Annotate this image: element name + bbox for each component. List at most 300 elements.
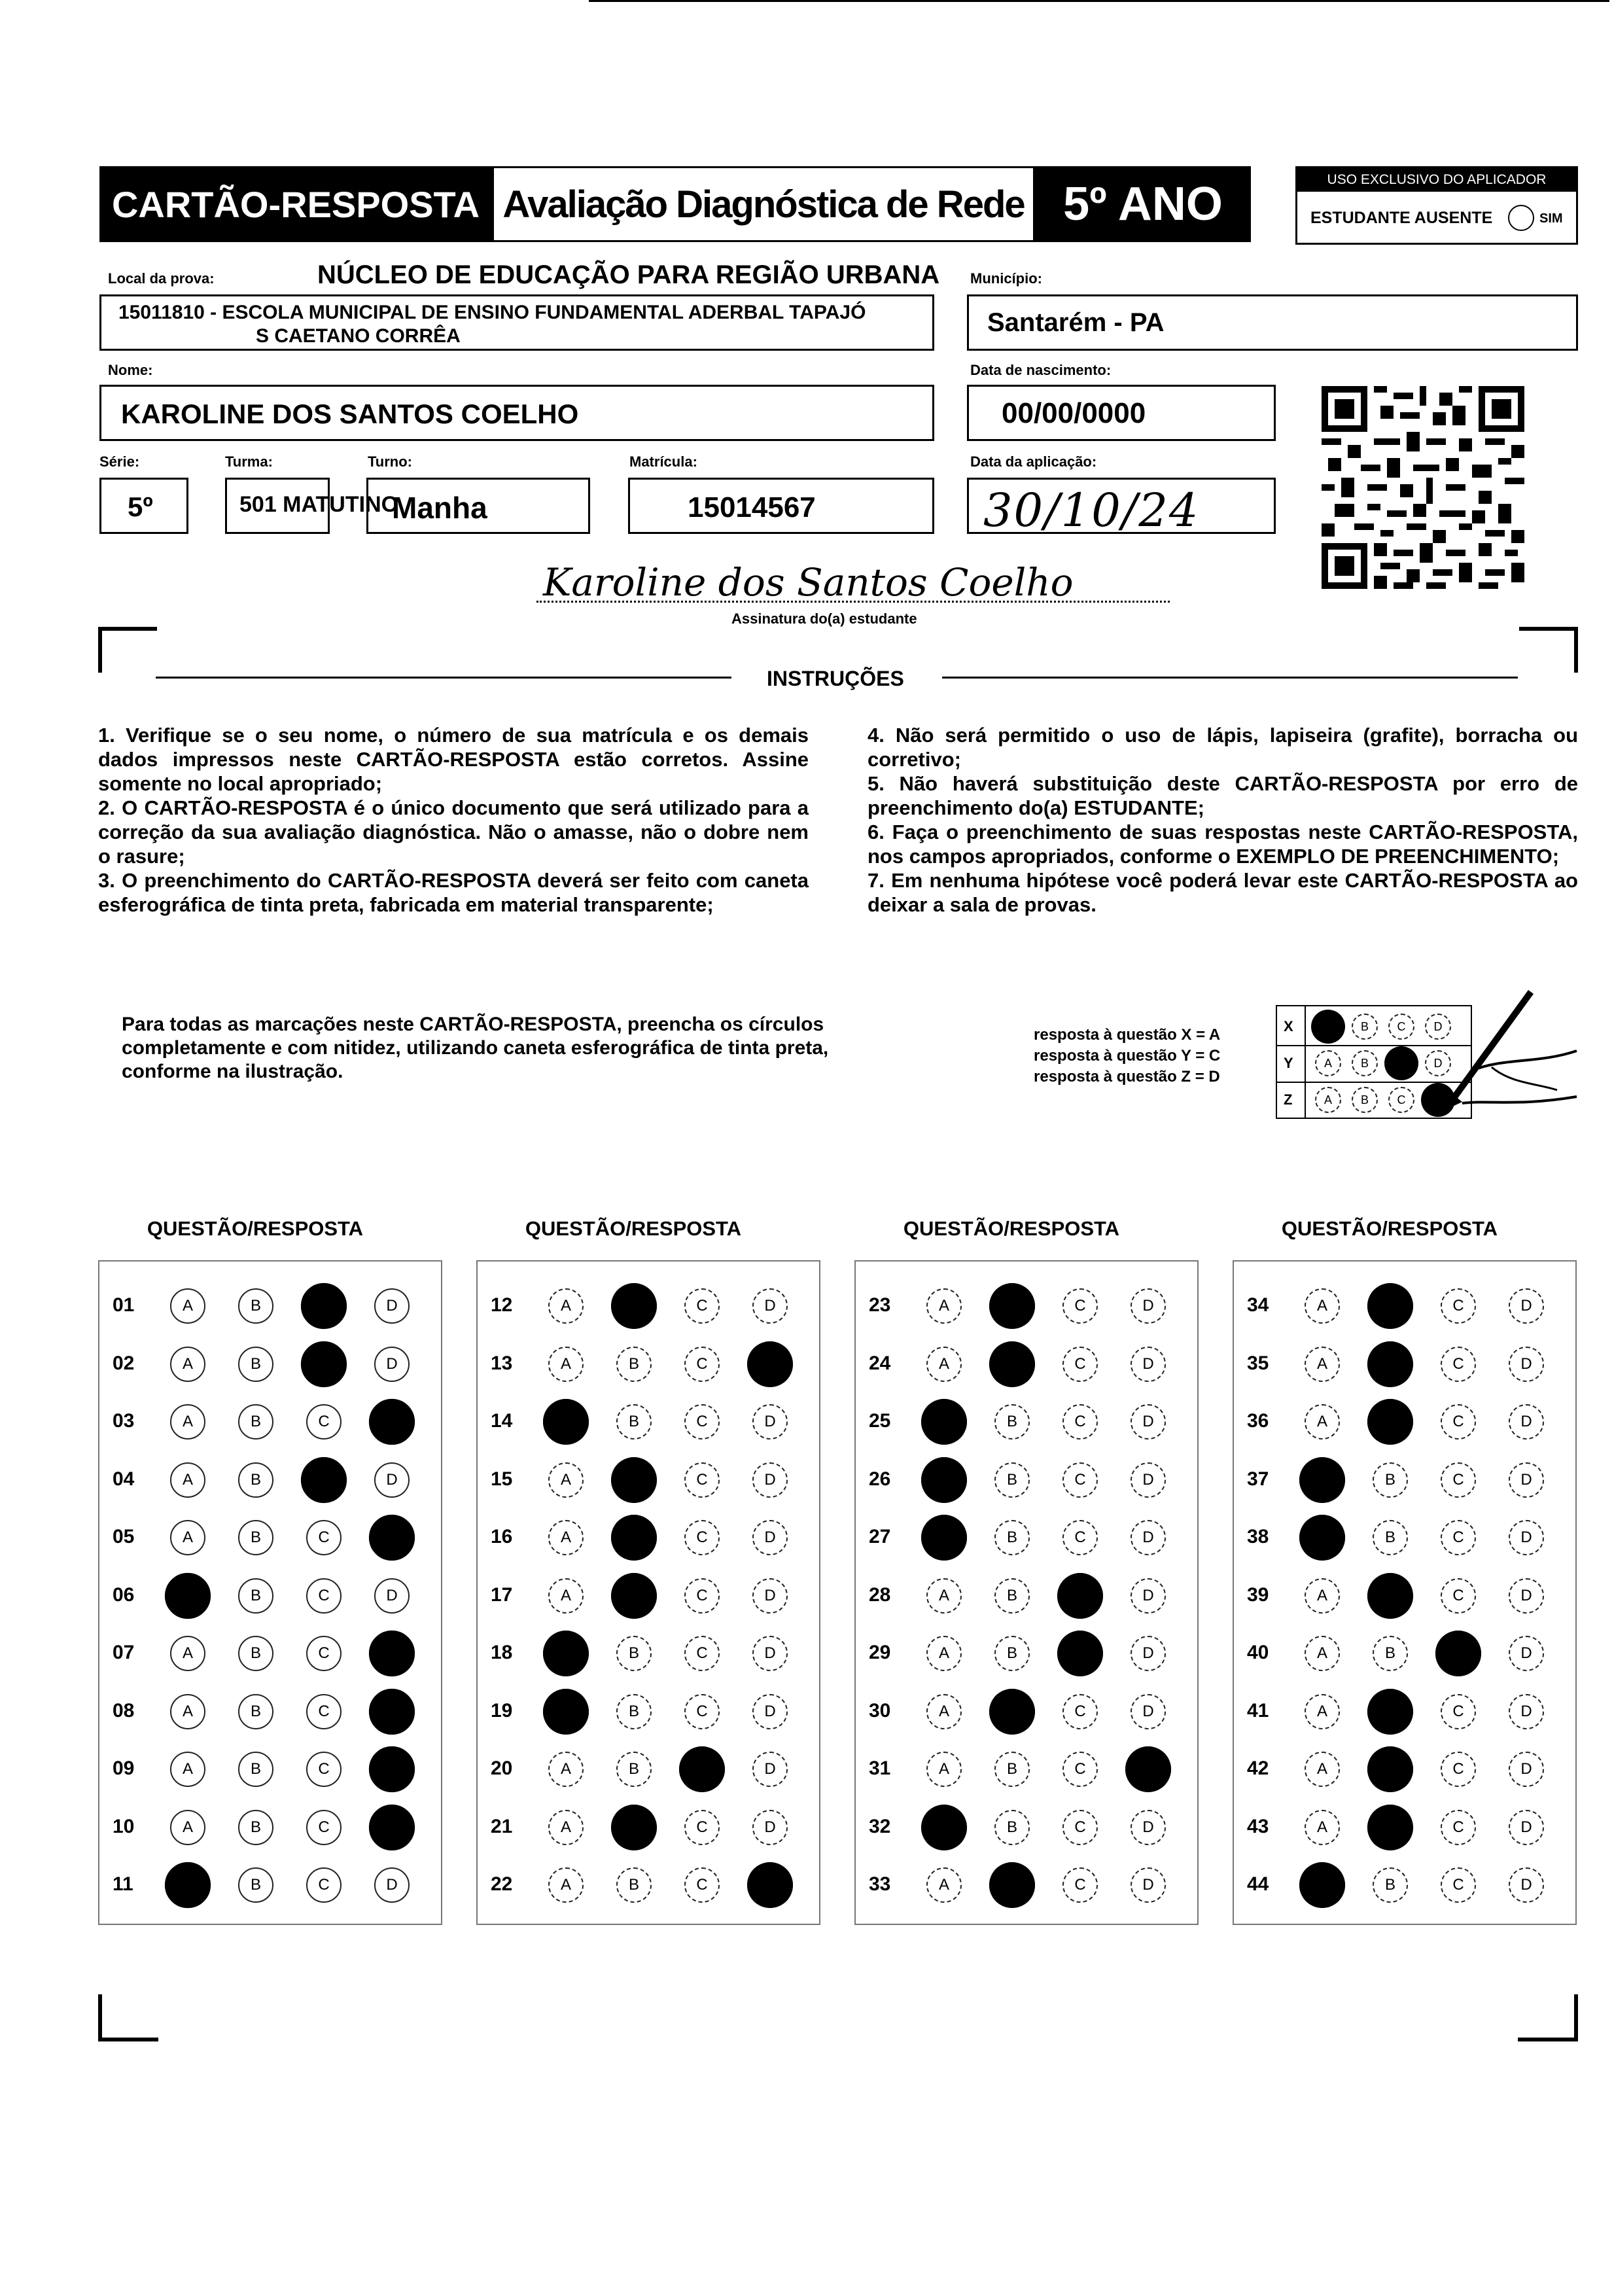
answer-bubble-d[interactable]: D	[374, 1462, 410, 1498]
answer-bubble-b[interactable]	[989, 1862, 1035, 1908]
answer-bubble-d[interactable]: D	[1509, 1694, 1544, 1729]
answer-bubble-c[interactable]: C	[1441, 1347, 1476, 1382]
answer-bubble-b[interactable]: B	[994, 1462, 1030, 1498]
question-number: 31	[869, 1757, 891, 1779]
question-number: 34	[1247, 1294, 1269, 1316]
answer-bubble-a[interactable]: A	[1305, 1636, 1340, 1671]
answer-row	[98, 1286, 442, 1326]
answer-bubble-a[interactable]: A	[1305, 1694, 1340, 1729]
answer-bubble-b[interactable]: B	[238, 1578, 273, 1614]
answer-column-title: QUESTÃO/RESPOSTA	[525, 1217, 742, 1240]
answer-bubble-d[interactable]: D	[752, 1636, 788, 1671]
answer-bubble-d[interactable]: D	[1509, 1810, 1544, 1845]
answer-bubble-a[interactable]	[921, 1515, 967, 1561]
answer-bubble-a[interactable]: A	[170, 1752, 205, 1787]
enrollment-label: Matrícula:	[629, 453, 697, 470]
signature-caption: Assinatura do(a) estudante	[731, 610, 917, 627]
answer-bubble-b[interactable]	[611, 1804, 657, 1850]
answer-bubble-d[interactable]: D	[1131, 1520, 1166, 1555]
answer-bubble-d[interactable]	[369, 1688, 415, 1734]
instructions-rule-right	[942, 677, 1518, 679]
enrollment-field	[628, 478, 934, 534]
answer-bubble-d[interactable]: D	[1131, 1578, 1166, 1614]
birth-date-label: Data de nascimento:	[970, 362, 1112, 378]
answer-bubble-d[interactable]: D	[752, 1694, 788, 1729]
answer-bubble-a[interactable]	[921, 1399, 967, 1445]
answer-bubble-b[interactable]: B	[616, 1636, 652, 1671]
answer-bubble-a[interactable]: A	[170, 1636, 205, 1671]
corner-mark-top-left	[98, 627, 102, 673]
answer-bubble-c[interactable]: C	[1441, 1578, 1476, 1614]
answer-bubble-d[interactable]: D	[374, 1288, 410, 1324]
answer-bubble-b[interactable]: B	[616, 1347, 652, 1382]
question-number: 03	[113, 1410, 135, 1432]
answer-bubble-c[interactable]: C	[1062, 1694, 1098, 1729]
answer-bubble-a[interactable]	[543, 1399, 589, 1445]
school-line1: 15011810 - ESCOLA MUNICIPAL DE ENSINO FUNDAMENTAL ADERBAL TAPAJÓ	[118, 302, 866, 323]
corner-mark-bottom-left	[98, 2038, 158, 2041]
answer-bubble-c[interactable]	[301, 1457, 347, 1502]
answer-bubble-c[interactable]: C	[1441, 1462, 1476, 1498]
answer-bubble-b[interactable]: B	[238, 1694, 273, 1729]
answer-bubble-c[interactable]: C	[1441, 1520, 1476, 1555]
answer-bubble-a[interactable]: A	[1305, 1810, 1340, 1845]
answer-bubble-b[interactable]	[611, 1283, 657, 1329]
applicator-title: USO EXCLUSIVO DO APLICADOR	[1297, 168, 1576, 192]
answer-bubble-b[interactable]: B	[238, 1520, 273, 1555]
question-number: 07	[113, 1642, 135, 1663]
answer-bubble-a[interactable]: A	[548, 1867, 584, 1903]
answer-bubble-b[interactable]: B	[616, 1867, 652, 1903]
answer-bubble-d[interactable]	[747, 1862, 793, 1908]
answer-bubble-b[interactable]: B	[238, 1404, 273, 1439]
answer-bubble-c[interactable]: C	[306, 1694, 342, 1729]
answer-bubble-c[interactable]: C	[1441, 1694, 1476, 1729]
answer-bubble-c[interactable]: C	[684, 1636, 720, 1671]
answer-bubble-b[interactable]: B	[1373, 1636, 1408, 1671]
birth-date-field	[967, 385, 1276, 441]
answer-bubble-d[interactable]: D	[1131, 1288, 1166, 1324]
answer-bubble-c[interactable]: C	[306, 1404, 342, 1439]
answer-bubble-a[interactable]: A	[926, 1636, 962, 1671]
grade-badge: 5º ANO	[1035, 166, 1251, 242]
example-bubble-d: D	[1425, 1014, 1451, 1040]
question-number: 08	[113, 1699, 135, 1722]
example-bubble-b: B	[1352, 1050, 1378, 1076]
name-value: KAROLINE DOS SANTOS COELHO	[121, 398, 579, 429]
answer-row	[1233, 1808, 1577, 1847]
answer-row	[854, 1750, 1199, 1789]
answer-bubble-d[interactable]: D	[752, 1810, 788, 1845]
question-number: 37	[1247, 1468, 1269, 1490]
top-scan-rule	[589, 0, 1609, 2]
answer-bubble-a[interactable]: A	[548, 1462, 584, 1498]
question-number: 15	[491, 1468, 513, 1490]
answer-bubble-a[interactable]: A	[1305, 1404, 1340, 1439]
answer-bubble-d[interactable]: D	[1131, 1867, 1166, 1903]
answer-bubble-a[interactable]: A	[548, 1347, 584, 1382]
pen-hand-icon	[1426, 985, 1583, 1116]
answer-bubble-a[interactable]: A	[170, 1288, 205, 1324]
question-number: 19	[491, 1699, 513, 1722]
answer-row	[98, 1750, 442, 1789]
card-label: CARTÃO-RESPOSTA	[99, 166, 492, 242]
instruction-item: 2. O CARTÃO-RESPOSTA é o único documento que será utilizado para a correção da sua avaliação diagnóstica. Não o amasse, não o dobre nem o rasure;	[98, 796, 809, 868]
answer-bubble-a[interactable]: A	[926, 1867, 962, 1903]
instruction-item: 7. Em nenhuma hipótese você poderá levar este CARTÃO-RESPOSTA ao deixar a sala de provas.	[868, 869, 1578, 916]
answer-row	[98, 1460, 442, 1500]
answer-bubble-a[interactable]	[921, 1457, 967, 1502]
answer-bubble-c[interactable]: C	[306, 1520, 342, 1555]
answer-bubble-a[interactable]	[165, 1862, 211, 1908]
answer-row	[476, 1518, 820, 1557]
answer-bubble-c[interactable]: C	[1062, 1520, 1098, 1555]
question-number: 36	[1247, 1410, 1269, 1432]
answer-bubble-c[interactable]: C	[1441, 1288, 1476, 1324]
absent-label: ESTUDANTE AUSENTE	[1310, 209, 1493, 227]
municipality-value: Santarém - PA	[987, 308, 1165, 337]
corner-mark-bottom-right	[1574, 1994, 1578, 2041]
question-number: 04	[113, 1468, 135, 1490]
question-number: 33	[869, 1873, 891, 1895]
question-number: 23	[869, 1294, 891, 1316]
answer-row	[854, 1402, 1199, 1441]
answer-row	[476, 1692, 820, 1731]
answer-bubble-a[interactable]: A	[926, 1347, 962, 1382]
answer-column-title: QUESTÃO/RESPOSTA	[1281, 1217, 1498, 1240]
answer-bubble-d[interactable]: D	[1509, 1636, 1544, 1671]
answer-row	[1233, 1286, 1577, 1326]
answer-bubble-c[interactable]: C	[306, 1636, 342, 1671]
answer-bubble-b[interactable]: B	[238, 1347, 273, 1382]
answer-row	[1233, 1518, 1577, 1557]
answer-bubble-c[interactable]: C	[1062, 1810, 1098, 1845]
answer-bubble-c[interactable]: C	[1062, 1288, 1098, 1324]
answer-bubble-c[interactable]: C	[1062, 1347, 1098, 1382]
answer-column-title: QUESTÃO/RESPOSTA	[147, 1217, 364, 1240]
answer-bubble-a[interactable]	[1299, 1862, 1345, 1908]
answer-bubble-c[interactable]: C	[684, 1288, 720, 1324]
answer-bubble-a[interactable]: A	[548, 1752, 584, 1787]
answer-bubble-d[interactable]: D	[1131, 1462, 1166, 1498]
answer-bubble-c[interactable]: C	[306, 1752, 342, 1787]
answer-bubble-b[interactable]: B	[994, 1810, 1030, 1845]
answer-bubble-a[interactable]: A	[1305, 1288, 1340, 1324]
example-col-divider	[1305, 1006, 1306, 1118]
answer-bubble-d[interactable]: D	[1509, 1462, 1544, 1498]
answer-row	[854, 1865, 1199, 1905]
instructions-rule-left	[156, 677, 731, 679]
application-date-value: 30/10/24	[983, 484, 1200, 537]
class-label: Turma:	[225, 453, 273, 470]
answer-bubble-b[interactable]	[1367, 1283, 1413, 1329]
answer-bubble-c[interactable]: C	[684, 1867, 720, 1903]
answer-bubble-b[interactable]	[1367, 1804, 1413, 1850]
answer-bubble-d[interactable]	[369, 1399, 415, 1445]
answer-bubble-c[interactable]: C	[1441, 1752, 1476, 1787]
absent-checkbox[interactable]	[1508, 205, 1534, 231]
answer-bubble-a[interactable]: A	[170, 1462, 205, 1498]
answer-row	[98, 1518, 442, 1557]
answer-row	[476, 1576, 820, 1616]
answer-bubble-c[interactable]: C	[684, 1694, 720, 1729]
question-number: 20	[491, 1757, 513, 1779]
answer-row	[1233, 1692, 1577, 1731]
answer-bubble-b[interactable]	[989, 1283, 1035, 1329]
answer-bubble-d[interactable]: D	[1131, 1636, 1166, 1671]
answer-bubble-c[interactable]: C	[1062, 1867, 1098, 1903]
answer-bubble-a[interactable]: A	[548, 1810, 584, 1845]
answer-column-title: QUESTÃO/RESPOSTA	[903, 1217, 1120, 1240]
answer-bubble-d[interactable]: D	[1509, 1520, 1544, 1555]
answer-bubble-c[interactable]	[1057, 1572, 1103, 1618]
municipality-field	[967, 294, 1578, 351]
answer-row	[98, 1576, 442, 1616]
question-number: 44	[1247, 1873, 1269, 1895]
question-number: 18	[491, 1642, 513, 1663]
answer-bubble-c[interactable]: C	[684, 1347, 720, 1382]
answer-bubble-a[interactable]: A	[1305, 1752, 1340, 1787]
instructions-right	[868, 723, 1578, 917]
answer-bubble-b[interactable]: B	[238, 1462, 273, 1498]
school-line2: S CAETANO CORRÊA	[256, 325, 461, 347]
answer-bubble-a[interactable]: A	[548, 1288, 584, 1324]
instruction-item: 4. Não será permitido o uso de lápis, lapiseira (grafite), borracha ou corretivo;	[868, 724, 1578, 771]
answer-bubble-c[interactable]: C	[684, 1578, 720, 1614]
answer-bubble-a[interactable]: A	[926, 1288, 962, 1324]
example-bubble-b: B	[1352, 1014, 1378, 1040]
answer-bubble-b[interactable]	[611, 1572, 657, 1618]
instruction-item: 6. Faça o preenchimento de suas respostas neste CARTÃO-RESPOSTA, nos campos apropriados, conforme o EXEMPLO DE PREENCHIMENTO;	[868, 821, 1578, 868]
answer-bubble-a[interactable]	[1299, 1457, 1345, 1502]
answer-bubble-b[interactable]	[1367, 1399, 1413, 1445]
answer-bubble-c[interactable]	[1435, 1631, 1481, 1676]
question-number: 10	[113, 1815, 135, 1837]
question-number: 27	[869, 1526, 891, 1547]
question-number: 28	[869, 1583, 891, 1606]
answer-row	[854, 1460, 1199, 1500]
question-number: 05	[113, 1526, 135, 1547]
answer-bubble-d[interactable]	[369, 1804, 415, 1850]
class-value: 501 MATUTINO	[239, 492, 399, 517]
answer-bubble-b[interactable]	[611, 1457, 657, 1502]
answer-bubble-b[interactable]: B	[616, 1694, 652, 1729]
answer-row	[98, 1345, 442, 1384]
answer-row	[476, 1286, 820, 1326]
example-bubble-b: B	[1352, 1087, 1378, 1113]
signature: Karoline dos Santos Coelho	[543, 560, 1074, 605]
answer-bubble-d[interactable]: D	[1509, 1347, 1544, 1382]
answer-bubble-b[interactable]: B	[616, 1404, 652, 1439]
example-text: Para todas as marcações neste CARTÃO-RESPOSTA, preencha os círculos completamente e com nitidez, utilizando caneta esferográfica de tinta preta, conforme na ilustração.	[122, 1014, 829, 1082]
applicator-box	[1295, 166, 1578, 245]
answer-bubble-b[interactable]	[989, 1341, 1035, 1386]
answer-bubble-a[interactable]: A	[1305, 1347, 1340, 1382]
answer-row	[476, 1808, 820, 1847]
question-number: 11	[113, 1873, 133, 1895]
answer-row	[98, 1692, 442, 1731]
answer-bubble-c[interactable]: C	[1062, 1752, 1098, 1787]
answer-bubble-a[interactable]: A	[1305, 1578, 1340, 1614]
question-number: 38	[1247, 1526, 1269, 1547]
answer-bubble-a[interactable]: A	[170, 1404, 205, 1439]
instruction-item: 3. O preenchimento do CARTÃO-RESPOSTA deverá ser feito com caneta esferográfica de tinta preta, fabricada em material transparente;	[98, 869, 809, 916]
answer-bubble-c[interactable]: C	[306, 1810, 342, 1845]
answer-bubble-d[interactable]: D	[752, 1404, 788, 1439]
answer-row	[476, 1460, 820, 1500]
answer-bubble-d[interactable]: D	[1131, 1694, 1166, 1729]
answer-row	[854, 1808, 1199, 1847]
example-legend-item: resposta à questão Z = D	[1034, 1068, 1220, 1086]
answer-bubble-c[interactable]	[301, 1341, 347, 1386]
example-legend-item: resposta à questão Y = C	[1034, 1047, 1221, 1065]
answer-bubble-b[interactable]	[1367, 1746, 1413, 1792]
example-bubble-c	[1384, 1046, 1418, 1080]
answer-bubble-b[interactable]	[611, 1515, 657, 1561]
answer-bubble-d[interactable]: D	[752, 1520, 788, 1555]
answer-row	[1233, 1345, 1577, 1384]
answer-bubble-a[interactable]	[921, 1804, 967, 1850]
answer-bubble-a[interactable]: A	[926, 1578, 962, 1614]
question-number: 09	[113, 1757, 135, 1779]
corner-mark-top-right	[1574, 627, 1578, 673]
answer-row	[98, 1634, 442, 1673]
municipality-label: Município:	[970, 270, 1042, 287]
example-row-label: X	[1284, 1018, 1293, 1034]
answer-bubble-a[interactable]: A	[548, 1578, 584, 1614]
answer-bubble-b[interactable]	[1367, 1572, 1413, 1618]
answer-bubble-c[interactable]	[1057, 1631, 1103, 1676]
answer-bubble-b[interactable]: B	[238, 1810, 273, 1845]
answer-bubble-d[interactable]: D	[752, 1462, 788, 1498]
answer-bubble-c[interactable]: C	[684, 1404, 720, 1439]
question-number: 22	[491, 1873, 513, 1895]
answer-bubble-d[interactable]: D	[374, 1867, 410, 1903]
answer-bubble-d[interactable]: D	[1509, 1867, 1544, 1903]
answer-bubble-b[interactable]: B	[616, 1752, 652, 1787]
answer-bubble-c[interactable]: C	[306, 1867, 342, 1903]
answer-bubble-a[interactable]	[543, 1631, 589, 1676]
answer-bubble-b[interactable]	[1367, 1341, 1413, 1386]
answer-bubble-b[interactable]: B	[994, 1404, 1030, 1439]
question-number: 43	[1247, 1815, 1269, 1837]
example-legend	[1034, 1025, 1220, 1087]
answer-row	[476, 1345, 820, 1384]
evaluation-title: Avaliação Diagnóstica de Rede	[492, 166, 1035, 242]
answer-bubble-d[interactable]: D	[1509, 1404, 1544, 1439]
answer-bubble-d[interactable]: D	[1131, 1810, 1166, 1845]
answer-bubble-d[interactable]: D	[752, 1578, 788, 1614]
answer-bubble-c[interactable]	[679, 1746, 725, 1792]
answer-bubble-b[interactable]: B	[994, 1636, 1030, 1671]
question-number: 35	[1247, 1352, 1269, 1374]
answer-bubble-a[interactable]	[165, 1572, 211, 1618]
answer-bubble-d[interactable]: D	[752, 1752, 788, 1787]
answer-bubble-a[interactable]: A	[170, 1810, 205, 1845]
question-number: 01	[113, 1294, 135, 1316]
answer-bubble-d[interactable]	[369, 1746, 415, 1792]
answer-bubble-b[interactable]: B	[1373, 1520, 1408, 1555]
answer-row	[854, 1345, 1199, 1384]
answer-bubble-a[interactable]: A	[926, 1694, 962, 1729]
example-row-label: Z	[1284, 1091, 1293, 1108]
answer-bubble-c[interactable]: C	[1441, 1810, 1476, 1845]
answer-bubble-b[interactable]: B	[994, 1752, 1030, 1787]
question-number: 40	[1247, 1642, 1269, 1663]
answer-row	[476, 1634, 820, 1673]
answer-bubble-b[interactable]: B	[238, 1867, 273, 1903]
question-number: 06	[113, 1583, 135, 1606]
answer-bubble-b[interactable]: B	[238, 1752, 273, 1787]
answer-bubble-d[interactable]: D	[1131, 1347, 1166, 1382]
question-number: 39	[1247, 1583, 1269, 1606]
region-name: NÚCLEO DE EDUCAÇÃO PARA REGIÃO URBANA	[317, 260, 940, 289]
answer-bubble-d[interactable]: D	[752, 1288, 788, 1324]
answer-bubble-b[interactable]: B	[238, 1636, 273, 1671]
answer-bubble-d[interactable]: D	[374, 1578, 410, 1614]
answer-bubble-b[interactable]: B	[1373, 1867, 1408, 1903]
application-date-field	[967, 478, 1276, 537]
example-bubble-a: A	[1315, 1050, 1341, 1076]
grade-value: 5º	[128, 491, 153, 522]
answer-bubble-a[interactable]	[1299, 1515, 1345, 1561]
answer-bubble-a[interactable]: A	[170, 1520, 205, 1555]
answer-bubble-d[interactable]: D	[1509, 1578, 1544, 1614]
question-number: 21	[491, 1815, 513, 1837]
instruction-item: 5. Não haverá substituição deste CARTÃO-RESPOSTA por erro de preenchimento do(a) ESTUDANTE;	[868, 772, 1578, 819]
answer-bubble-d[interactable]: D	[1131, 1404, 1166, 1439]
answer-bubble-c[interactable]	[301, 1283, 347, 1329]
answer-row	[854, 1518, 1199, 1557]
answer-bubble-c[interactable]: C	[1062, 1462, 1098, 1498]
answer-bubble-c[interactable]: C	[684, 1810, 720, 1845]
instructions-title: INSTRUÇÕES	[767, 667, 904, 690]
answer-bubble-a[interactable]: A	[170, 1347, 205, 1382]
answer-bubble-d[interactable]: D	[1509, 1752, 1544, 1787]
answer-bubble-a[interactable]	[543, 1688, 589, 1734]
answer-bubble-c[interactable]: C	[1062, 1404, 1098, 1439]
answer-bubble-c[interactable]: C	[1441, 1867, 1476, 1903]
answer-bubble-b[interactable]: B	[994, 1520, 1030, 1555]
answer-bubble-d[interactable]	[747, 1341, 793, 1386]
answer-bubble-d[interactable]: D	[1509, 1288, 1544, 1324]
answer-bubble-b[interactable]	[1367, 1688, 1413, 1734]
answer-bubble-d[interactable]: D	[374, 1347, 410, 1382]
example-bubble-a	[1311, 1010, 1345, 1044]
answer-bubble-c[interactable]: C	[684, 1520, 720, 1555]
application-date-label: Data da aplicação:	[970, 453, 1097, 470]
answer-bubble-b[interactable]: B	[1373, 1462, 1408, 1498]
answer-bubble-c[interactable]: C	[1441, 1404, 1476, 1439]
answer-bubble-a[interactable]: A	[170, 1694, 205, 1729]
shift-field	[366, 478, 590, 534]
answer-row	[1233, 1634, 1577, 1673]
answer-bubble-d[interactable]	[369, 1631, 415, 1676]
answer-bubble-b[interactable]: B	[238, 1288, 273, 1324]
answer-bubble-d[interactable]	[369, 1515, 415, 1561]
answer-bubble-b[interactable]	[989, 1688, 1035, 1734]
answer-bubble-c[interactable]: C	[684, 1462, 720, 1498]
answer-row	[1233, 1576, 1577, 1616]
answer-bubble-a[interactable]: A	[548, 1520, 584, 1555]
question-number: 12	[491, 1294, 513, 1316]
question-number: 42	[1247, 1757, 1269, 1779]
answer-bubble-c[interactable]: C	[306, 1578, 342, 1614]
grade-label: Série:	[99, 453, 140, 470]
answer-bubble-a[interactable]: A	[926, 1752, 962, 1787]
answer-bubble-b[interactable]: B	[994, 1578, 1030, 1614]
answer-bubble-d[interactable]	[1125, 1746, 1171, 1792]
